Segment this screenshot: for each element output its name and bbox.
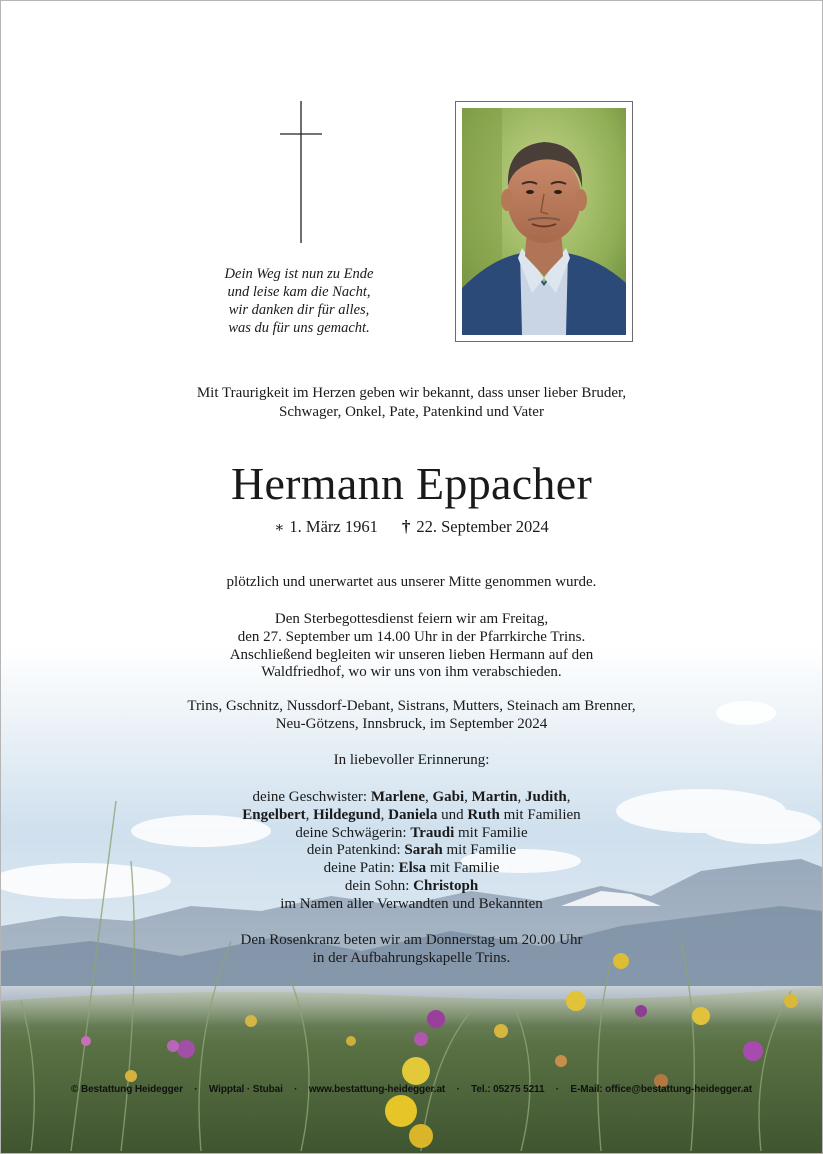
birth-star-icon: ∗: [274, 520, 285, 536]
deceased-name: Hermann Eppacher: [230, 458, 593, 509]
memory-heading: [91, 752, 732, 770]
life-dates: [151, 516, 672, 539]
mourners-list: [91, 789, 732, 914]
places-and-date: [91, 698, 732, 734]
poem-line: Dein Weg ist nun zu Ende: [224, 266, 374, 282]
footer-region: Wipptal · Stubai: [208, 1084, 283, 1095]
funeral-service-info: [91, 611, 732, 682]
poem-line: was du für uns gemacht.: [228, 320, 370, 336]
intro-line: Schwager, Onkel, Pate, Patenkind und Vater: [279, 403, 544, 420]
mourner-name: Elsa: [398, 860, 427, 877]
announcement-intro: [101, 384, 722, 421]
passing-statement: [91, 574, 732, 592]
mourner-name: Engelbert: [242, 806, 306, 823]
mourner-name: Martin: [471, 789, 518, 805]
rosary-line: Den Rosenkranz beten wir am Donnerstag um 20.00 Uhr: [240, 932, 583, 948]
footer-company: © Bestattung Heidegger: [71, 1084, 183, 1095]
service-line: Den Sterbegottesdienst feiern wir am Freitag,: [274, 611, 549, 627]
memorial-poem: [161, 265, 437, 337]
mourner-line-sister-in-law: deine Schwägerin: Traudi mit Familie: [295, 824, 528, 841]
death-date: 22. September 2024: [416, 517, 549, 536]
cross-icon: [271, 101, 331, 243]
funeral-home-footer: © Bestattung Heidegger · Wipptal · Stubai · www.bestattung-heidegger.at · Tel.: 05275 5211 · E-Mail: office@bestattung-heidegger.at: [71, 1084, 752, 1095]
mourner-line-siblings: deine Geschwister: Marlene, Gabi, Martin, Judith,: [252, 789, 571, 805]
intro-line: Mit Traurigkeit im Herzen geben wir bekannt, dass unser lieber Bruder,: [196, 385, 627, 401]
mourner-name: Sarah: [404, 842, 443, 859]
mourner-name: Hildegund: [313, 806, 381, 823]
mourner-name: Gabi: [432, 789, 465, 805]
poem-line: und leise kam die Nacht,: [227, 284, 371, 300]
mourner-line-godchild: dein Patenkind: Sarah mit Familie: [306, 842, 517, 859]
death-cross-icon: †: [401, 517, 411, 536]
footer-email[interactable]: E-Mail: office@bestattung-heidegger.at: [570, 1084, 752, 1095]
footer-phone: Tel.: 05275 5211: [471, 1084, 545, 1095]
rosary-line: in der Aufbahrungskapelle Trins.: [312, 949, 511, 966]
passing-text: plötzlich und unerwartet aus unserer Mitte genommen wurde.: [226, 574, 597, 590]
mourner-line-siblings-cont: Engelbert, Hildegund, Daniela und Ruth mit Familien: [242, 806, 581, 823]
mourner-name: Marlene: [370, 789, 425, 805]
portrait-photo: [462, 108, 626, 335]
birth-date: 1. März 1961: [289, 517, 378, 536]
memory-heading-text: In liebevoller Erinnerung:: [333, 752, 490, 768]
mourner-name: Daniela: [388, 806, 438, 823]
mourner-line-godmother: deine Patin: Elsa mit Familie: [323, 860, 500, 877]
mourner-name: Judith: [525, 789, 567, 805]
mourner-name: Ruth: [467, 806, 500, 823]
poem-line: wir danken dir für alles,: [228, 302, 370, 318]
mourner-line-son: dein Sohn: Christoph: [344, 877, 479, 894]
service-line: Anschließend begleiten wir unseren lieben Hermann auf den: [229, 646, 594, 663]
mourner-name: Christoph: [413, 877, 479, 894]
portrait-frame: [455, 101, 633, 342]
places-line: Trins, Gschnitz, Nussdorf-Debant, Sistrans, Mutters, Steinach am Brenner,: [187, 698, 636, 714]
service-line: den 27. September um 14.00 Uhr in der Pfarrkirche Trins.: [237, 628, 586, 645]
rosary-info: [91, 932, 732, 968]
footer-website[interactable]: www.bestattung-heidegger.at: [308, 1084, 446, 1095]
mourner-name: Traudi: [410, 824, 455, 841]
mourner-line-relatives: im Namen aller Verwandten und Bekannten: [280, 895, 543, 912]
places-line: Neu-Götzens, Innsbruck, im September 2024: [275, 715, 548, 732]
service-line: Waldfriedhof, wo wir uns von ihm verabschieden.: [261, 664, 562, 681]
